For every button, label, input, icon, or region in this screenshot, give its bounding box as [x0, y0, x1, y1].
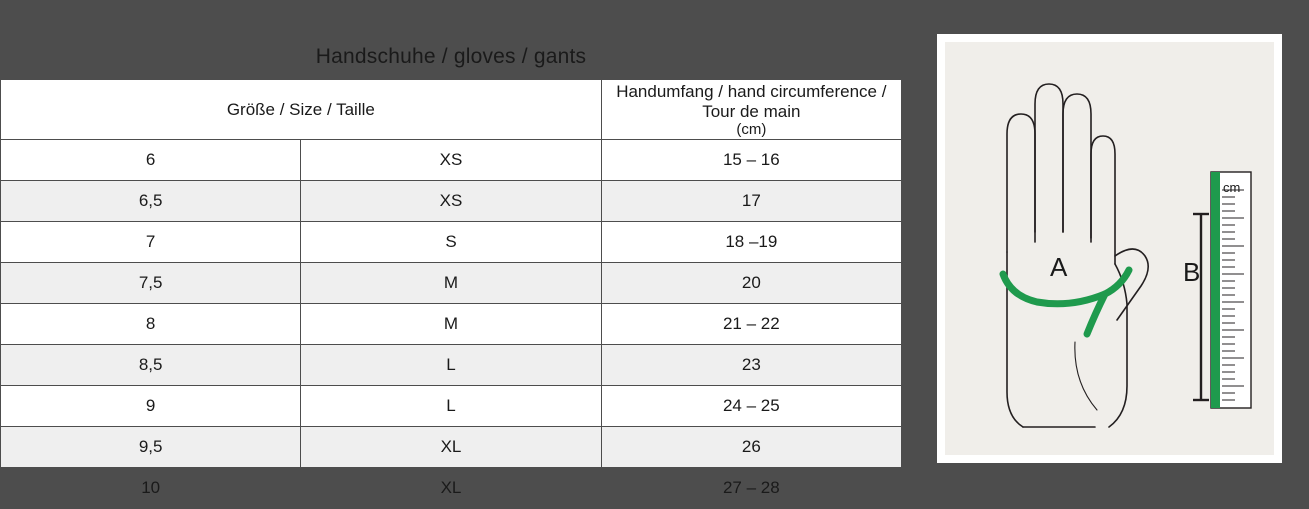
cell-size: 9,5	[1, 427, 301, 468]
table-row	[1, 427, 902, 468]
cell-size: 8,5	[1, 345, 301, 386]
cell-circumference: 20	[601, 263, 901, 304]
cell-circumference: 21 – 22	[601, 304, 901, 345]
cell-circumference: 27 – 28	[601, 468, 901, 509]
cell-circumference: 23	[601, 345, 901, 386]
table-row	[1, 345, 902, 386]
cell-letter-size: L	[301, 345, 601, 386]
cell-circumference: 15 – 16	[601, 140, 901, 181]
cell-letter-size: L	[301, 386, 601, 427]
dimension-bar-b	[1193, 214, 1209, 400]
label-b: B	[1183, 257, 1201, 287]
table-title-row	[1, 35, 902, 80]
table-row	[1, 263, 902, 304]
cell-letter-size: XL	[301, 427, 601, 468]
cell-size: 8	[1, 304, 301, 345]
hand-outline-icon	[1007, 84, 1148, 427]
label-a: A	[1050, 252, 1068, 282]
cell-letter-size: S	[301, 222, 601, 263]
hand-measurement-diagram	[945, 42, 1274, 455]
table-title: Handschuhe / gloves / gants	[1, 35, 902, 80]
table-row	[1, 181, 902, 222]
glove-size-table-panel	[0, 34, 902, 497]
cell-size: 6	[1, 140, 301, 181]
cell-letter-size: XS	[301, 140, 601, 181]
header-circumference-label: Handumfang / hand circumference / Tour de main	[616, 82, 887, 121]
cell-circumference: 18 –19	[601, 222, 901, 263]
cell-circumference: 17	[601, 181, 901, 222]
header-circumference-unit: (cm)	[736, 121, 767, 138]
ruler-icon	[1211, 172, 1251, 408]
cell-size: 6,5	[1, 181, 301, 222]
table-row	[1, 304, 902, 345]
cell-size: 7	[1, 222, 301, 263]
table-row	[1, 386, 902, 427]
table-row	[1, 140, 902, 181]
cell-size: 9	[1, 386, 301, 427]
cell-letter-size: XS	[301, 181, 601, 222]
illustration-canvas	[945, 42, 1274, 455]
measurement-illustration-panel	[937, 34, 1282, 463]
cell-letter-size: M	[301, 304, 601, 345]
table-row	[1, 468, 902, 509]
table-row	[1, 222, 902, 263]
ruler-unit-label: cm	[1223, 180, 1241, 195]
cell-circumference: 26	[601, 427, 901, 468]
cell-letter-size: M	[301, 263, 601, 304]
cell-circumference: 24 – 25	[601, 386, 901, 427]
header-circumference	[601, 80, 901, 140]
header-size: Größe / Size / Taille	[1, 80, 602, 140]
cell-size: 10	[1, 468, 301, 509]
glove-size-table	[0, 34, 902, 509]
cell-letter-size: XL	[301, 468, 601, 509]
cell-size: 7,5	[1, 263, 301, 304]
table-header-row	[1, 80, 902, 140]
